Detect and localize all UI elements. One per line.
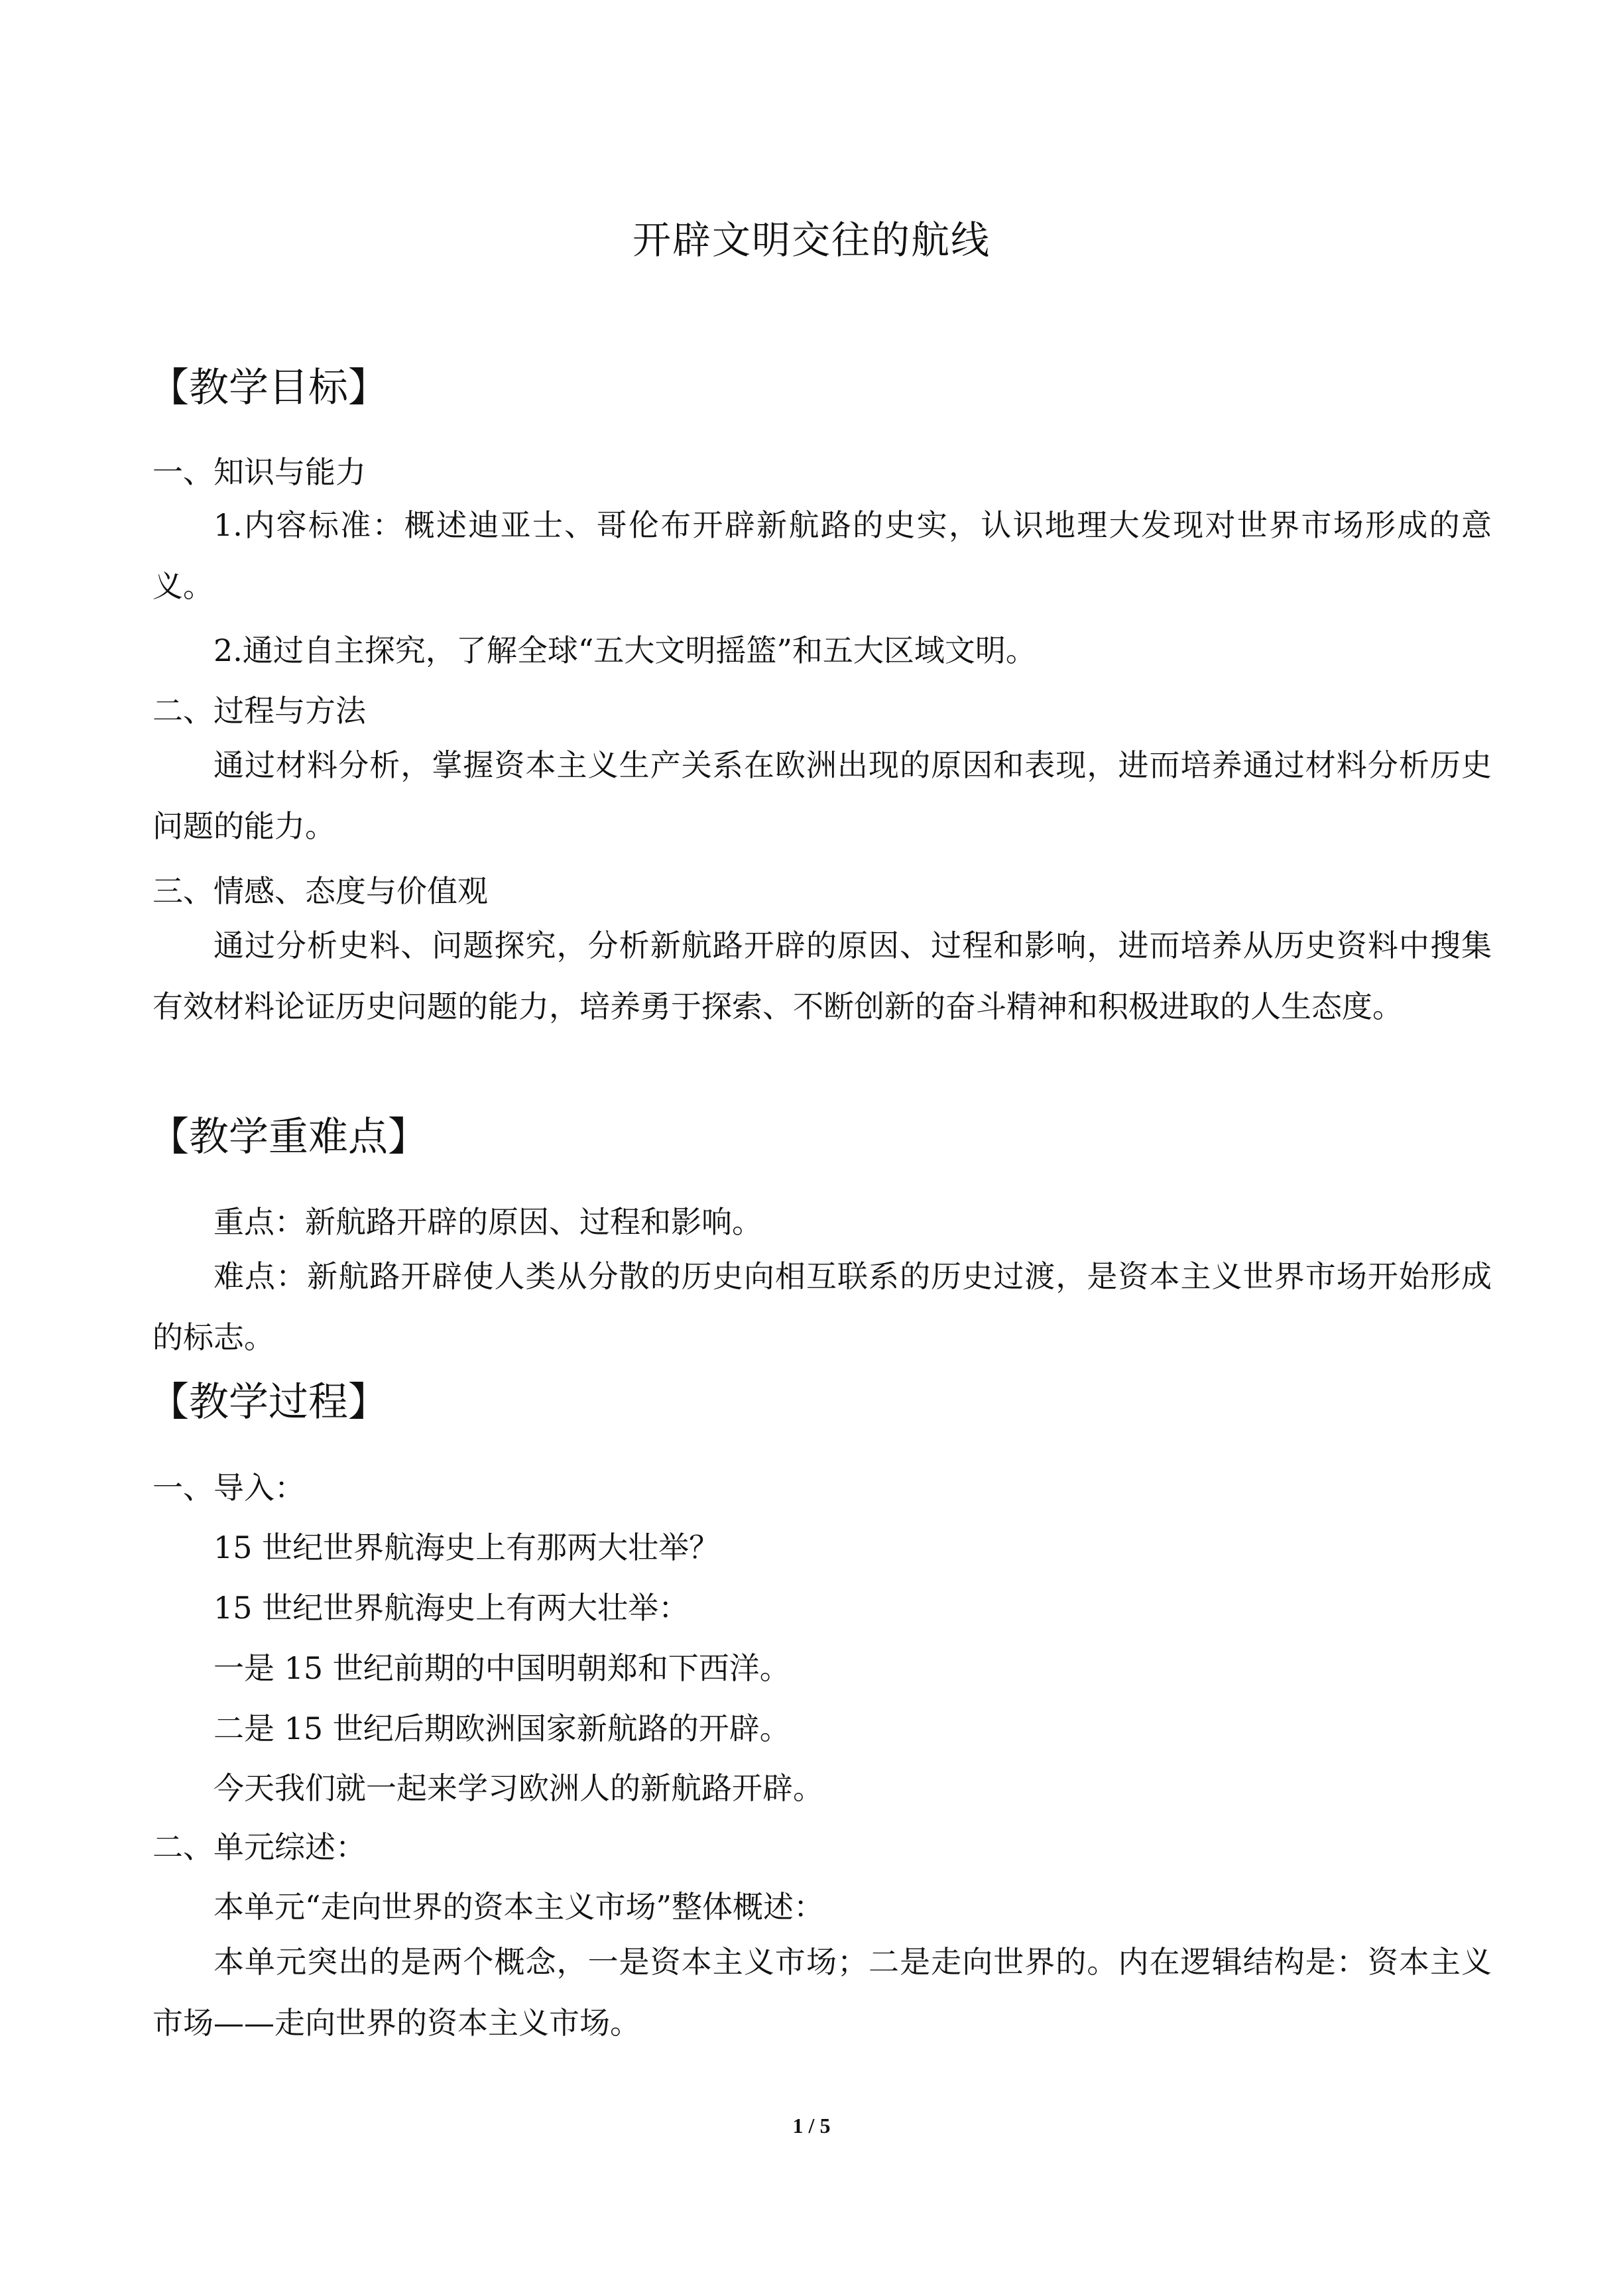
intro-line-answer: 15 世纪世界航海史上有两大壮举： [213,1590,690,1626]
subheading-knowledge: 一、知识与能力 [152,454,366,490]
intro-line-zhenghe: 一是 15 世纪前期的中国明朝郑和下西洋。 [213,1650,790,1686]
subheading-intro: 一、导入： [152,1470,305,1506]
page-number: 1 / 5 [792,2114,831,2138]
paragraph-content-standard: 1.内容标准：概述迪亚士、哥伦布开辟新航路的史实，认识地理大发现对世界市场形成的意义。 [152,507,1492,604]
overview-line: 本单元“走向世界的资本主义市场”整体概述： [213,1889,825,1925]
paragraph-attitude: 通过分析史料、问题探究，分析新航路开辟的原因、过程和影响，进而培养从历史资料中搜集有效材料论证历史问题的能力，培养勇于探索、不断创新的奋斗精神和积极进取的人生态度。 [152,928,1492,1024]
paragraph-key-point: 重点：新航路开辟的原因、过程和影响。 [213,1204,762,1240]
section-heading-key-points: 【教学重难点】 [149,1114,428,1160]
intro-line-today: 今天我们就一起来学习欧洲人的新航路开辟。 [213,1770,823,1806]
paragraph-logic-structure: 本单元突出的是两个概念，一是资本主义市场；二是走向世界的。内在逻辑结构是：资本主义市场——走向世界的资本主义市场。 [152,1944,1492,2041]
section-heading-objectives: 【教学目标】 [149,365,388,411]
subheading-method: 二、过程与方法 [152,693,366,729]
intro-line-new-route: 二是 15 世纪后期欧洲国家新航路的开辟。 [213,1711,790,1746]
document-title: 开辟文明交往的航线 [632,217,991,263]
intro-line-question: 15 世纪世界航海史上有那两大壮举？ [213,1530,720,1565]
paragraph-self-explore: 2.通过自主探究，了解全球“五大文明摇篮”和五大区域文明。 [213,633,1036,668]
paragraph-difficult-point: 难点：新航路开辟使人类从分散的历史向相互联系的历史过渡，是资本主义世界市场开始形成的标志。 [152,1258,1492,1355]
subheading-unit-overview: 二、单元综述： [152,1829,366,1865]
paragraph-method: 通过材料分析，掌握资本主义生产关系在欧洲出现的原因和表现，进而培养通过材料分析历史问题的能力。 [152,747,1492,844]
section-heading-process: 【教学过程】 [149,1379,388,1425]
subheading-attitude: 三、情感、态度与价值观 [152,873,488,909]
